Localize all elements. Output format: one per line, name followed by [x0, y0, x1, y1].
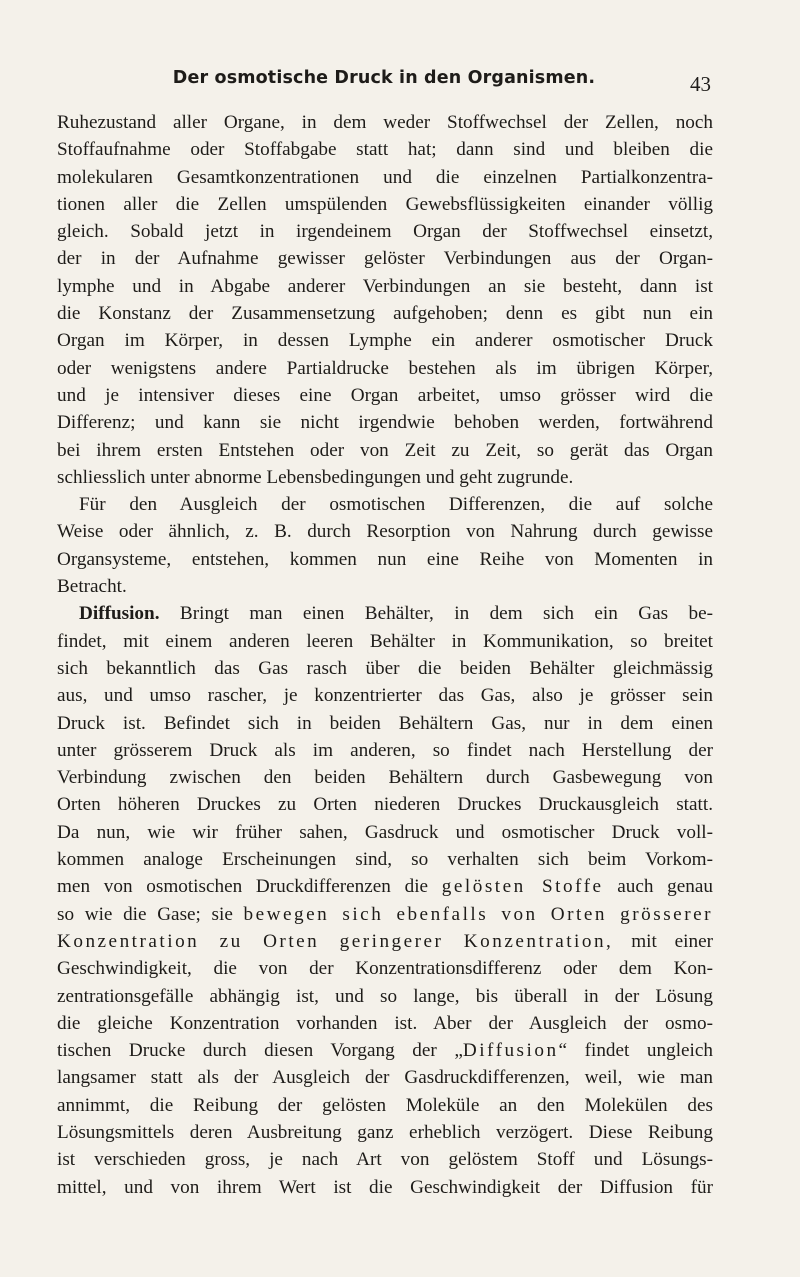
text-line: [57, 327, 713, 354]
line-text: Organ im Körper, in dessen Lymphe ein anderer osmotischer Druck: [57, 330, 713, 352]
line-text: bei ihrem ersten Entstehen oder von Zeit zu Zeit, so gerät das Organ: [57, 439, 713, 461]
text-line: [57, 1092, 713, 1119]
line-text: ist verschieden gross, je nach Art von gelöstem Stoff und Lösungs-: [57, 1149, 713, 1171]
line-text: Da nun, wie wir früher sahen, Gasdruck und osmotischer Druck voll-: [57, 821, 713, 843]
running-header: [57, 68, 711, 94]
text-line: [57, 737, 713, 764]
text-line: [57, 573, 713, 600]
line-text: Weise oder ähnlich, z. B. durch Resorption von Nahrung durch gewisse: [57, 521, 713, 543]
line-text: Verbindung zwischen den beiden Behältern durch Gasbewegung von: [57, 767, 713, 789]
text-line: [57, 109, 713, 136]
text-line: [57, 791, 713, 818]
line-text: molekularen Gesamtkonzentrationen und die einzelnen Partialkonzentra-: [57, 166, 713, 188]
text-line: [57, 464, 713, 491]
line-text: langsamer statt als der Ausgleich der Gasdruckdifferenzen, weil, wie man: [57, 1067, 713, 1089]
text-line: [57, 628, 713, 655]
line-text: “ findet ungleich: [558, 1040, 713, 1062]
line-text: aus, und umso rascher, je konzentrierter das Gas, also je grösser sein: [57, 685, 713, 707]
text-line: [57, 218, 713, 245]
text-line: [57, 1119, 713, 1146]
text-line: [57, 191, 713, 218]
text-line: [57, 382, 713, 409]
text-line: [57, 1037, 713, 1064]
text-line: [57, 983, 713, 1010]
line-text: lymphe und in Abgabe anderer Verbindungen an sie besteht, dann ist: [57, 275, 713, 297]
spaced-emphasis: Konzentration zu Orten geringerer Konzentration,: [57, 930, 614, 952]
line-text: die gleiche Konzentration vorhanden ist. Aber der Ausgleich der osmo-: [57, 1012, 713, 1034]
line-text: schliesslich unter abnorme Lebensbedingungen und geht zugrunde.: [57, 466, 574, 488]
text-line: [57, 355, 713, 382]
text-line: [57, 764, 713, 791]
line-text: Orten höheren Druckes zu Orten niederen Druckes Druckausgleich statt.: [57, 794, 713, 816]
spaced-emphasis: gelösten Stoffe: [441, 876, 604, 898]
line-text: Druck ist. Befindet sich in beiden Behältern Gas, nur in dem einen: [57, 712, 713, 734]
line-text: annimmt, die Reibung der gelösten Moleküle an den Molekülen des: [57, 1094, 713, 1116]
spaced-emphasis: bewegen sich ebenfalls von Orten grösserer: [243, 903, 713, 925]
line-text: unter grösserem Druck als im anderen, so findet nach Herstellung der: [57, 739, 713, 761]
line-text: Betracht.: [57, 576, 127, 598]
line-text: Ruhezustand aller Organe, in dem weder Stoffwechsel der Zellen, noch: [57, 112, 713, 133]
line-text: sich bekanntlich das Gas rasch über die beiden Behälter gleichmässig: [57, 657, 713, 679]
text-line: [57, 928, 713, 955]
line-text: mittel, und von ihrem Wert ist die Geschwindigkeit der Diffusion für: [57, 1176, 713, 1198]
line-text: men von osmotischen Druckdifferenzen die: [57, 876, 442, 898]
text-line: [57, 437, 713, 464]
text-line: [57, 682, 713, 709]
text-line: [57, 710, 713, 737]
page-number: 43: [690, 72, 711, 96]
text-line: [57, 1146, 713, 1173]
line-text: und je intensiver dieses eine Organ arbeitet, umso grösser wird die: [57, 384, 713, 406]
text-line: [57, 518, 713, 545]
line-text: Organsysteme, entstehen, kommen nun eine Reihe von Momenten in: [57, 548, 713, 570]
text-line: [57, 300, 713, 327]
line-text: zentrationsgefälle abhängig ist, und so lange, bis überall in der Lösung: [57, 985, 713, 1007]
text-line: [57, 846, 713, 873]
line-text: gleich. Sobald jetzt in irgendeinem Organ der Stoffwechsel einsetzt,: [57, 221, 713, 243]
body-text: [57, 109, 713, 1201]
text-line: [57, 1174, 713, 1201]
line-text: so wie die Gase; sie: [57, 903, 244, 925]
line-text: Für den Ausgleich der osmotischen Differenzen, die auf solche: [79, 494, 713, 516]
text-line: [57, 600, 713, 627]
line-text: der in der Aufnahme gewisser gelöster Verbindungen aus der Organ-: [57, 248, 713, 270]
text-line: [57, 1064, 713, 1091]
text-line: [57, 136, 713, 163]
line-text: mit einer: [613, 930, 713, 952]
text-line: [57, 819, 713, 846]
text-line: [57, 491, 713, 518]
text-line: [57, 409, 713, 436]
section-heading: Diffusion.: [79, 603, 160, 625]
text-line: [57, 873, 713, 900]
text-line: [57, 1010, 713, 1037]
text-line: [57, 901, 713, 928]
line-text: findet, mit einem anderen leeren Behälter in Kommunikation, so breitet: [57, 630, 713, 652]
text-line: [57, 955, 713, 982]
text-line: [57, 273, 713, 300]
line-text: Differenz; und kann sie nicht irgendwie behoben werden, fortwährend: [57, 412, 713, 434]
line-text: tionen aller die Zellen umspülenden Gewebsflüssigkeiten einander völlig: [57, 193, 713, 215]
line-text: Bringt man einen Behälter, in dem sich ein Gas be-: [179, 603, 713, 625]
text-line: [57, 164, 713, 191]
text-line: [57, 655, 713, 682]
line-text: kommen analoge Erscheinungen sind, so verhalten sich beim Vorkom-: [57, 849, 713, 871]
line-text: Lösungsmittels deren Ausbreitung ganz erheblich verzögert. Diese Reibung: [57, 1121, 713, 1143]
line-text: Stoffaufnahme oder Stoffabgabe statt hat; dann sind und bleiben die: [57, 139, 713, 161]
line-text: auch genau: [603, 876, 713, 898]
text-line: [57, 546, 713, 573]
line-text: die Konstanz der Zusammensetzung aufgehoben; denn es gibt nun ein: [57, 303, 713, 325]
running-title: Der osmotische Druck in den Organismen.: [172, 68, 596, 88]
line-text: Geschwindigkeit, die von der Konzentrationsdifferenz oder dem Kon-: [57, 958, 713, 980]
text-line: [57, 245, 713, 272]
line-text: oder wenigstens andere Partialdrucke bestehen als im übrigen Körper,: [57, 357, 713, 379]
line-text: tischen Drucke durch diesen Vorgang der „: [57, 1040, 463, 1062]
spaced-emphasis: Diffusion: [462, 1040, 559, 1062]
